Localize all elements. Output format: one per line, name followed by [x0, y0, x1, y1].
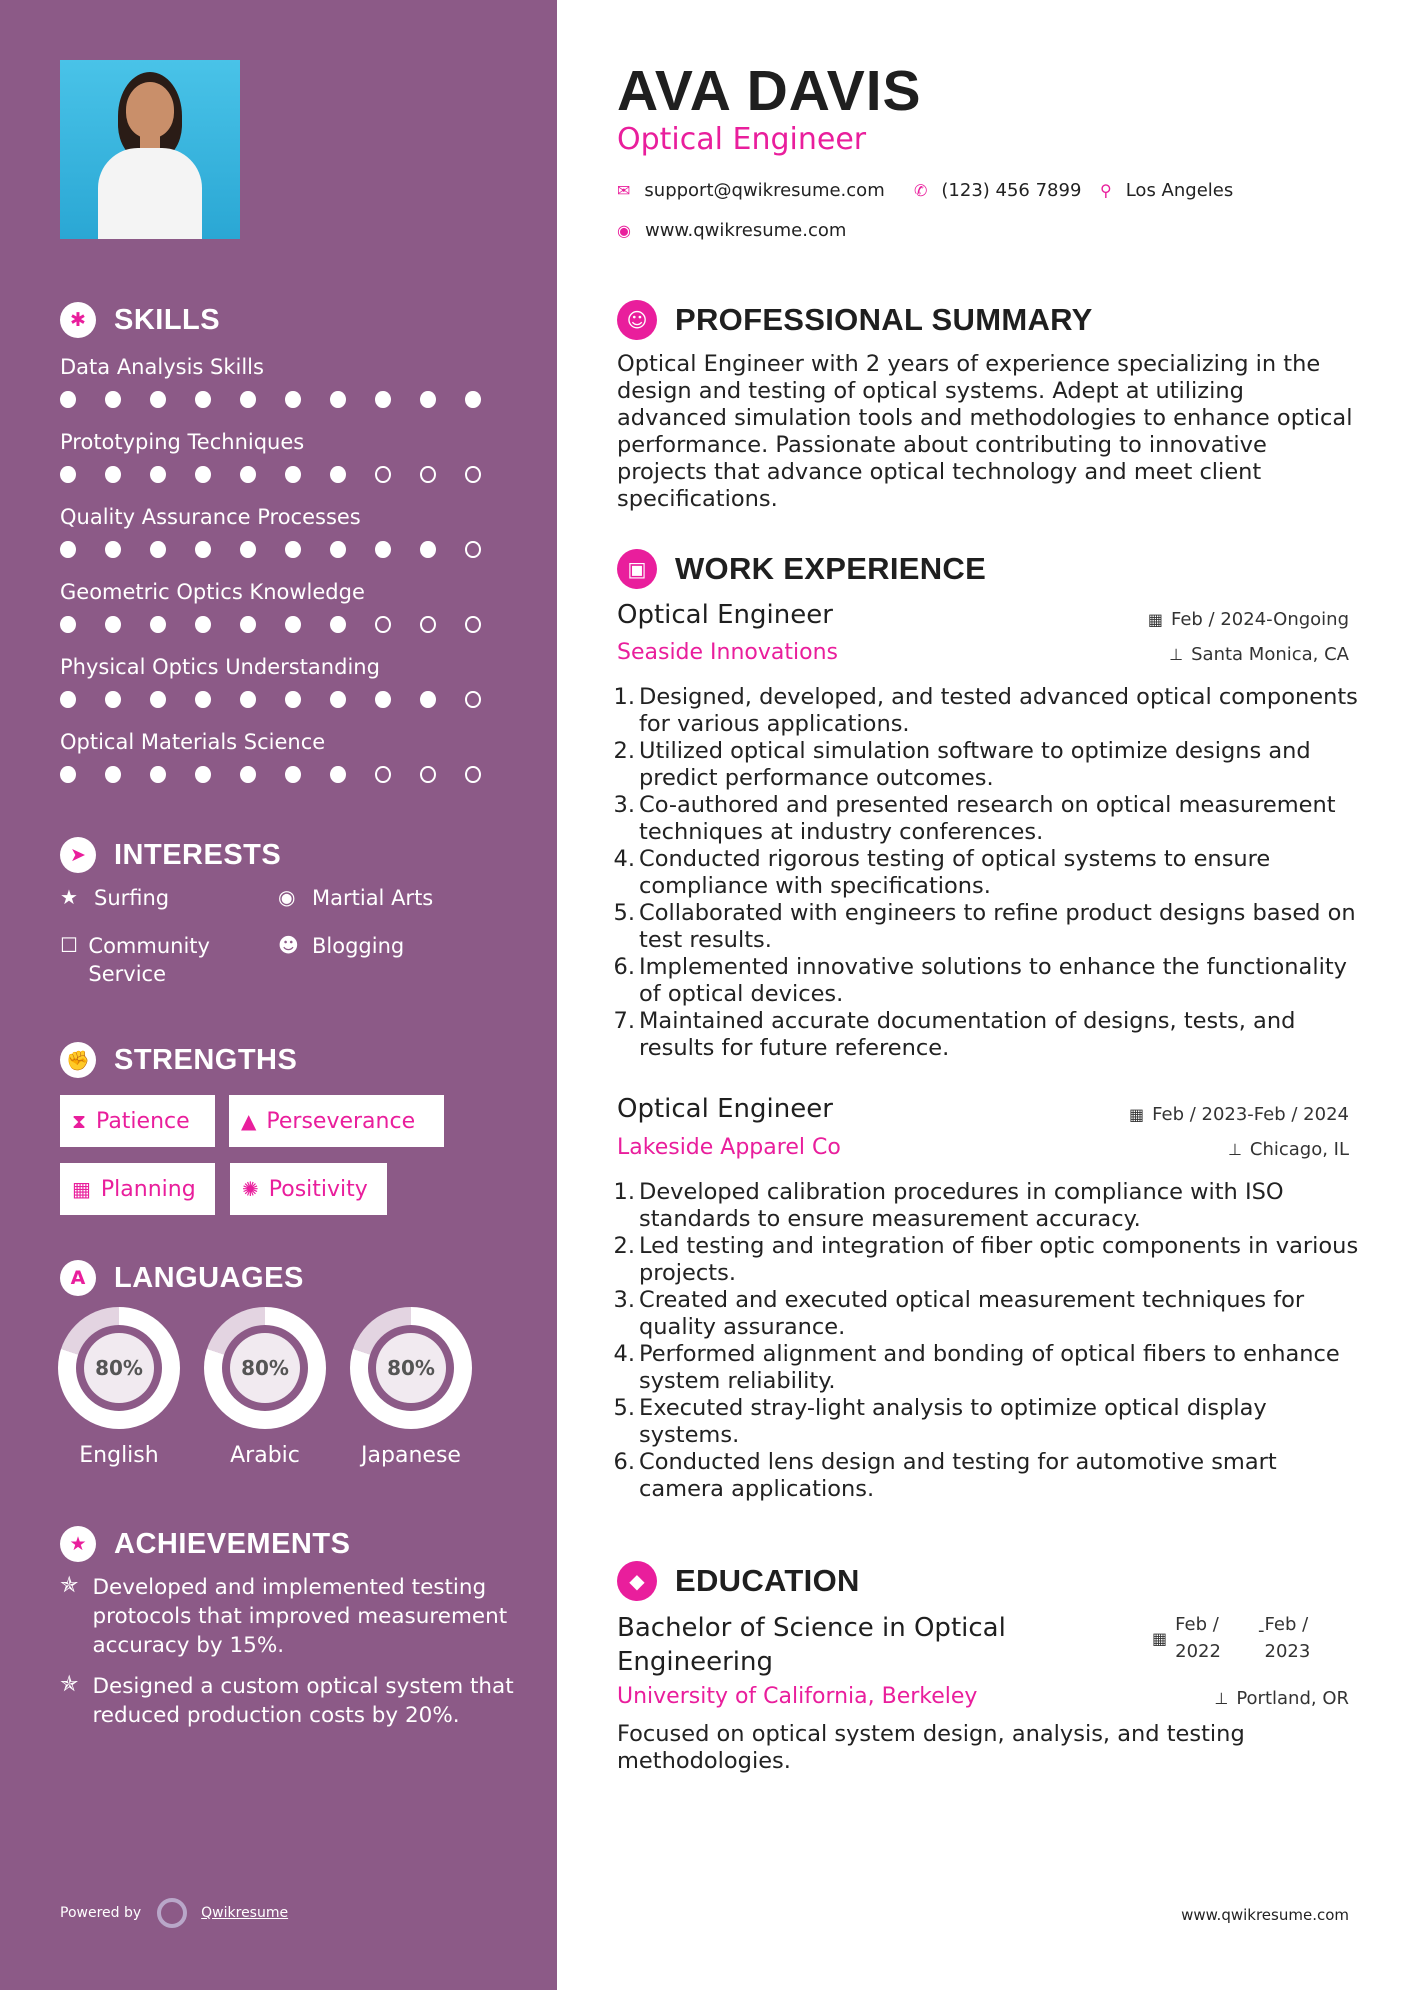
candidate-role: Optical Engineer [617, 122, 867, 157]
rating-dot-filled [285, 466, 301, 483]
job-company: Lakeside Apparel Co [617, 1135, 841, 1160]
rating-dot-filled [150, 541, 166, 558]
contact-email[interactable]: ✉ support@qwikresume.com [617, 180, 885, 201]
interest-item: ☐ Community Service [60, 933, 210, 986]
skill-rating [60, 541, 510, 558]
phone-icon: ✆ [914, 181, 928, 200]
rating-dot-filled [465, 391, 481, 408]
profile-photo [60, 60, 240, 239]
job-bullet: 1. Designed, developed, and tested advanced optical components for various applications. [613, 684, 1358, 737]
language-item [58, 1307, 180, 1468]
rating-dot-filled [150, 691, 166, 708]
skill-rating [60, 466, 510, 483]
rating-dot-filled [195, 391, 211, 408]
skill-item [60, 653, 510, 708]
education-description: Focused on optical system design, analysis, and testing methodologies. [617, 1721, 1245, 1774]
rating-dot-filled [285, 541, 301, 558]
job-title: Optical Engineer [617, 1094, 833, 1124]
skill-rating [60, 691, 510, 708]
contact-website[interactable]: ◉ www.qwikresume.com [617, 220, 847, 241]
rating-dot-filled [195, 541, 211, 558]
skill-rating [60, 616, 510, 633]
language-name: English [79, 1443, 159, 1468]
lightbulb-icon: ✱ [60, 302, 96, 338]
strengths-heading: ✊ STRENGTHS [60, 1040, 297, 1080]
rating-dot-filled [330, 691, 346, 708]
star-icon: ✯ [60, 1672, 79, 1697]
powered-by: Powered by Qwikresume [60, 1898, 288, 1928]
rating-dot-filled [375, 691, 391, 708]
languages-heading: A LANGUAGES [60, 1258, 304, 1298]
rating-dot-filled [105, 466, 121, 483]
rating-dot-filled [240, 541, 256, 558]
rating-dot-filled [330, 766, 346, 783]
rating-dot-filled [330, 616, 346, 633]
language-percent: 80% [376, 1333, 446, 1403]
rating-dot-filled [240, 691, 256, 708]
skill-rating [60, 391, 510, 408]
edu-end-date: -Feb / 2023 [1258, 1614, 1311, 1662]
rating-dot-filled [375, 541, 391, 558]
rating-dot-filled [60, 691, 76, 708]
job-bullet: 7. Maintained accurate documentation of designs, tests, and results for future reference. [613, 1008, 1296, 1061]
rating-dot-empty [465, 466, 481, 483]
rating-dot-filled [150, 616, 166, 633]
experience-heading: ▣ WORK EXPERIENCE [617, 549, 986, 589]
strength-badge: ▦ Planning [60, 1163, 215, 1215]
user-icon: ☺ [617, 300, 657, 340]
rating-dot-filled [285, 391, 301, 408]
language-progress-ring [58, 1307, 180, 1429]
rating-dot-empty [465, 691, 481, 708]
job-bullet: 2. Led testing and integration of fiber optic components in various projects. [613, 1233, 1359, 1286]
qwikresume-logo-icon [157, 1898, 187, 1928]
degree-title: Bachelor of Science in Optical Engineering [617, 1613, 1006, 1677]
job-bullet: 3. Created and executed optical measurement techniques for quality assurance. [613, 1287, 1305, 1340]
globe-icon: ◉ [278, 885, 296, 909]
skill-item [60, 353, 510, 408]
pin-icon: ⊥ [1169, 645, 1184, 664]
language-percent: 80% [84, 1333, 154, 1403]
rating-dot-filled [150, 466, 166, 483]
map-pin-icon: ⚲ [1100, 181, 1112, 200]
rating-dot-filled [420, 391, 436, 408]
road-icon: ▲ [241, 1109, 257, 1133]
envelope-icon: ✉ [617, 181, 631, 200]
strength-badge: ▲ Perseverance [229, 1095, 444, 1147]
job-bullet: 4. Performed alignment and bonding of optical fibers to enhance system reliability. [613, 1341, 1340, 1394]
skill-item [60, 428, 510, 483]
job-bullet: 1. Developed calibration procedures in compliance with ISO standards to ensure measurement accuracy. [613, 1179, 1284, 1232]
job-dates: ▦ Feb / 2024-Ongoing [1147, 609, 1349, 630]
strength-badge: ✺ Positivity [230, 1163, 387, 1215]
job-bullets [610, 684, 1360, 1062]
achievements-heading: ★ ACHIEVEMENTS [60, 1524, 350, 1564]
calendar-icon: ▦ [1147, 610, 1163, 629]
job-bullets [610, 1179, 1360, 1503]
skill-item [60, 503, 510, 558]
rating-dot-empty [465, 766, 481, 783]
skill-name: Quality Assurance Processes [60, 505, 361, 529]
school-name: University of California, Berkeley [617, 1684, 978, 1709]
star-icon: ✯ [60, 1573, 79, 1598]
strength-badge: ⧗ Patience [60, 1095, 215, 1147]
skill-name: Geometric Optics Knowledge [60, 580, 365, 604]
skills-heading: ✱ SKILLS [60, 300, 220, 340]
summary-heading: ☺ PROFESSIONAL SUMMARY [617, 300, 1093, 340]
edu-location: ⊥ Portland, OR [1214, 1688, 1349, 1709]
rating-dot-filled [330, 541, 346, 558]
calendar-icon: ▦ [72, 1177, 91, 1201]
skill-item [60, 728, 510, 783]
qwikresume-link[interactable]: Qwikresume [201, 1905, 289, 1921]
job-title: Optical Engineer [617, 600, 833, 630]
skill-name: Physical Optics Understanding [60, 655, 380, 679]
rating-dot-empty [465, 616, 481, 633]
rating-dot-filled [330, 391, 346, 408]
rating-dot-filled [195, 616, 211, 633]
footer-url[interactable]: www.qwikresume.com [1181, 1906, 1349, 1924]
language-name: Arabic [230, 1443, 300, 1468]
contact-phone[interactable]: ✆ (123) 456 7899 [914, 180, 1082, 201]
calendar-icon: ▦ [1152, 1629, 1168, 1648]
rating-dot-filled [330, 466, 346, 483]
language-name: Japanese [361, 1443, 461, 1468]
pin-icon: ⊥ [1214, 1689, 1229, 1708]
rating-dot-filled [240, 391, 256, 408]
skill-name: Prototyping Techniques [60, 430, 305, 454]
hourglass-icon: ⧗ [72, 1109, 87, 1133]
interest-item: ★ Surfing [60, 885, 170, 910]
achievement-item: ✯ Designed a custom optical system that reduced production costs by 20%. [60, 1672, 514, 1728]
language-item [204, 1307, 326, 1468]
rating-dot-empty [375, 466, 391, 483]
job-location: ⊥ Santa Monica, CA [1169, 644, 1349, 665]
job-bullet: 6. Conducted lens design and testing for automotive smart camera applications. [613, 1449, 1277, 1502]
job-dates: ▦ Feb / 2023-Feb / 2024 [1129, 1104, 1349, 1125]
achievement-item: ✯ Developed and implemented testing protocols that improved measurement accuracy by 15%. [60, 1573, 508, 1658]
summary-text: Optical Engineer with 2 years of experience specializing in the design and testing of optical systems. Adept at utilizing advanced simulation tools and methodologies to enhance optical performance. Passionate about contributing to innovative projects that advance optical technology and meet client specifications. [617, 351, 1353, 512]
interest-item: ☻ Blogging [278, 933, 405, 958]
rating-dot-empty [375, 766, 391, 783]
rating-dot-filled [60, 391, 76, 408]
language-progress-ring [350, 1307, 472, 1429]
language-item [350, 1307, 472, 1468]
language-percent: 80% [230, 1333, 300, 1403]
job-location: ⊥ Chicago, IL [1227, 1139, 1349, 1160]
rating-dot-filled [105, 616, 121, 633]
globe-icon: ◉ [617, 221, 631, 240]
calendar-icon: ▦ [1129, 1105, 1145, 1124]
hand-icon: ☐ [60, 933, 78, 957]
rating-dot-filled [60, 466, 76, 483]
rating-dot-filled [240, 466, 256, 483]
sun-icon: ✺ [242, 1177, 259, 1201]
rating-dot-filled [195, 466, 211, 483]
skill-item [60, 578, 510, 633]
rating-dot-filled [375, 391, 391, 408]
rating-dot-filled [240, 616, 256, 633]
job-bullet: 3. Co-authored and presented research on optical measurement techniques at industry conferences. [613, 792, 1336, 845]
skill-name: Optical Materials Science [60, 730, 326, 754]
rating-dot-filled [195, 766, 211, 783]
skill-name: Data Analysis Skills [60, 355, 264, 379]
education-heading: ◆ EDUCATION [617, 1561, 860, 1601]
paper-plane-icon: ➤ [60, 837, 96, 873]
edu-start-date: ▦Feb / 2022 [1152, 1614, 1221, 1662]
contact-location: ⚲ Los Angeles [1100, 180, 1234, 201]
rating-dot-filled [150, 391, 166, 408]
rating-dot-filled [105, 391, 121, 408]
sidebar [0, 0, 557, 1990]
rating-dot-filled [420, 541, 436, 558]
rating-dot-filled [285, 616, 301, 633]
rating-dot-filled [285, 691, 301, 708]
rating-dot-filled [105, 691, 121, 708]
language-icon: A [60, 1260, 96, 1296]
fist-icon: ✊ [60, 1042, 96, 1078]
job-bullet: 5. Executed stray-light analysis to optimize optical display systems. [613, 1395, 1267, 1448]
star-icon: ★ [60, 885, 78, 909]
language-progress-ring [204, 1307, 326, 1429]
rating-dot-empty [375, 616, 391, 633]
job-bullet: 4. Conducted rigorous testing of optical systems to ensure compliance with specifications. [613, 846, 1271, 899]
rating-dot-filled [420, 691, 436, 708]
job-bullet: 6. Implemented innovative solutions to enhance the functionality of optical devices. [613, 954, 1347, 1007]
rating-dot-empty [420, 616, 436, 633]
job-company: Seaside Innovations [617, 640, 838, 665]
rating-dot-filled [60, 766, 76, 783]
interests-heading: ➤ INTERESTS [60, 835, 281, 875]
interest-item: ◉ Martial Arts [278, 885, 434, 910]
rating-dot-filled [105, 541, 121, 558]
pin-icon: ⊥ [1227, 1140, 1242, 1159]
rating-dot-filled [60, 541, 76, 558]
users-icon: ☻ [278, 933, 299, 957]
rating-dot-filled [105, 766, 121, 783]
rating-dot-empty [465, 541, 481, 558]
graduation-cap-icon: ◆ [617, 1561, 657, 1601]
candidate-name: AVA DAVIS [617, 59, 922, 123]
job-bullet: 2. Utilized optical simulation software to optimize designs and predict performance outcomes. [613, 738, 1311, 791]
skill-rating [60, 766, 510, 783]
briefcase-icon: ▣ [617, 549, 657, 589]
rating-dot-filled [240, 766, 256, 783]
job-bullet: 5. Collaborated with engineers to refine product designs based on test results. [613, 900, 1356, 953]
rating-dot-filled [195, 691, 211, 708]
rating-dot-filled [150, 766, 166, 783]
rating-dot-empty [420, 466, 436, 483]
rating-dot-filled [285, 766, 301, 783]
rating-dot-empty [420, 766, 436, 783]
star-badge-icon: ★ [60, 1526, 96, 1562]
rating-dot-filled [60, 616, 76, 633]
